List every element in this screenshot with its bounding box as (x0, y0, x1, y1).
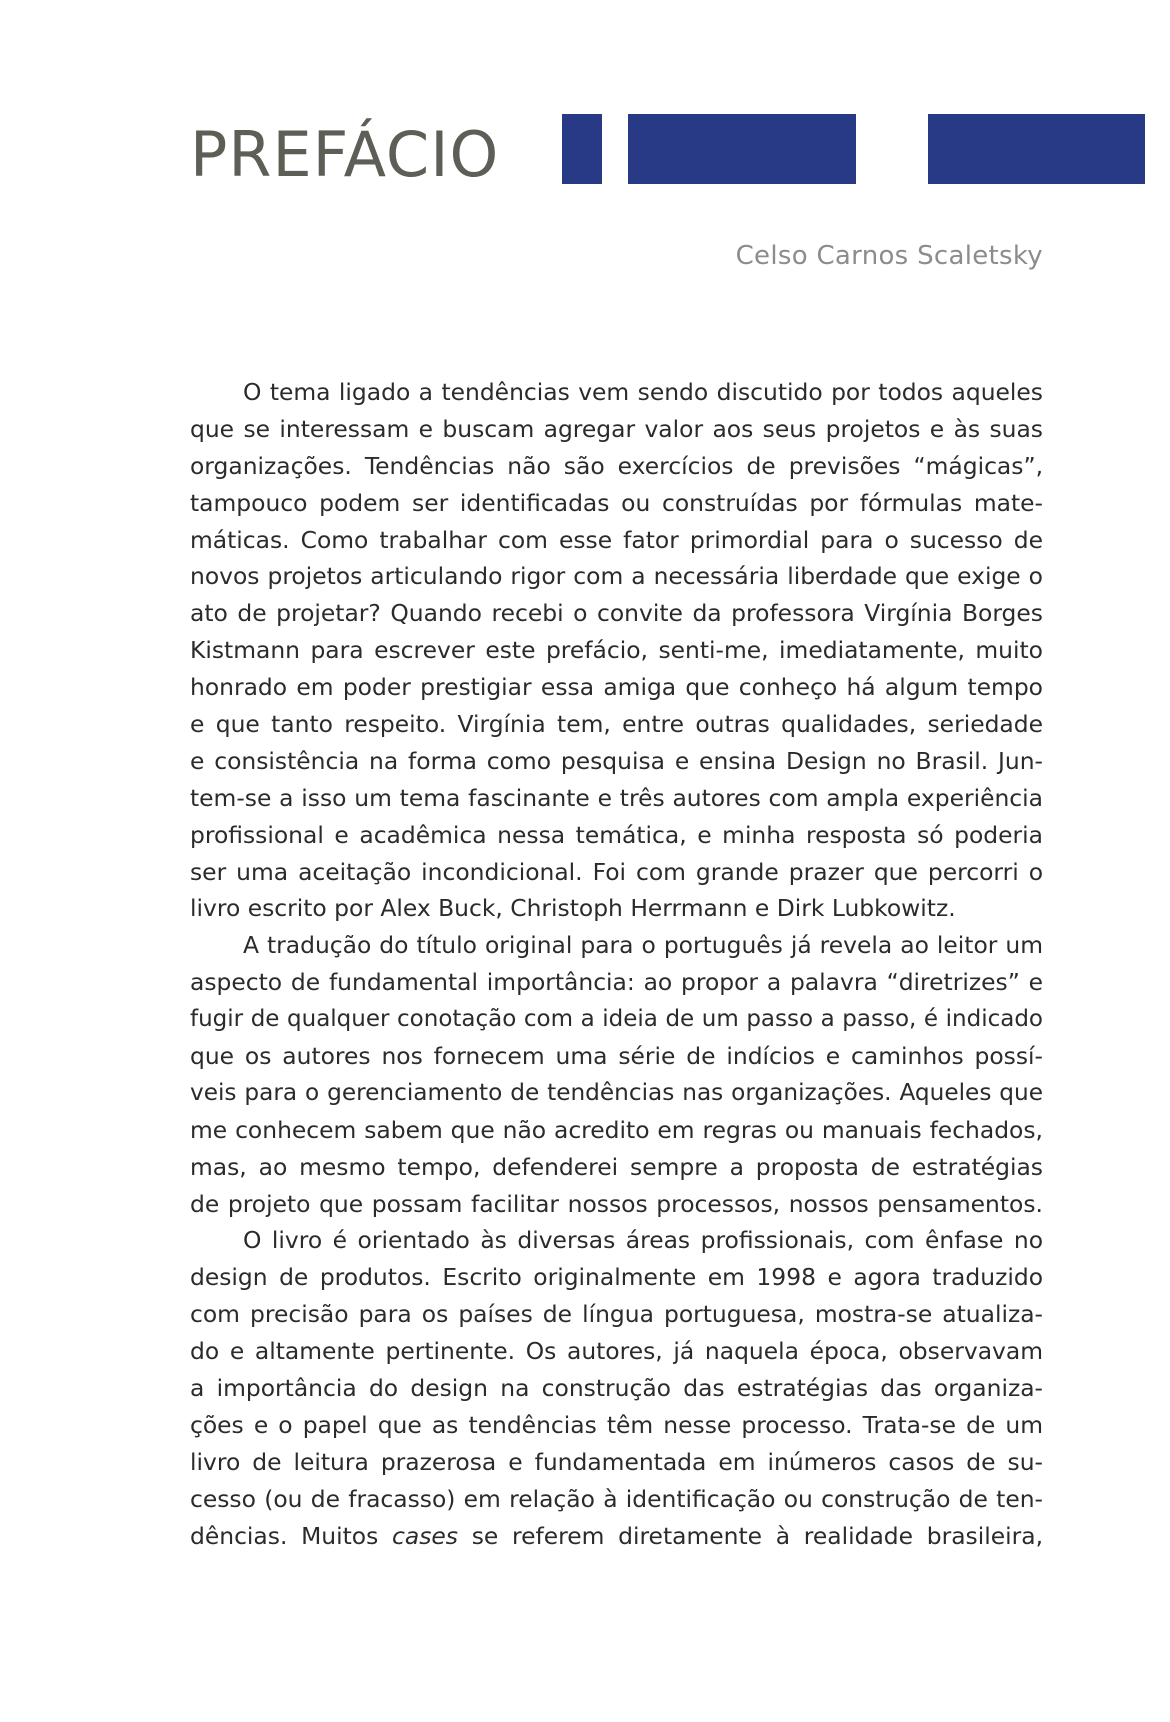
page-title: PREFÁCIO (190, 118, 500, 191)
text-line: a importância do design na construção das estratégias das organiza- (190, 1374, 1043, 1403)
text-line: aspecto de fundamental importância: ao propor a palavra “diretrizes” e (190, 968, 1043, 997)
text-line: e consistência na forma como pesquisa e ensina Design no Brasil. Jun- (190, 746, 1043, 775)
preface-body (190, 374, 1043, 1555)
text-line: livro escrito por Alex Buck, Christoph Herrmann e Dirk Lubkowitz. (190, 894, 956, 923)
text-line: ções e o papel que as tendências têm nesse processo. Trata-se de um (190, 1410, 1043, 1439)
text-line: veis para o gerenciamento de tendências nas organizações. Aqueles que (190, 1078, 1043, 1106)
text-line (190, 1518, 1043, 1555)
title-accent-bar (562, 114, 602, 184)
text-line: A tradução do título original para o português já revela ao leitor um (243, 931, 1043, 960)
text-line: livro de leitura prazerosa e fundamentada em inúmeros casos de su- (190, 1447, 1043, 1476)
text-line: que se interessam e buscam agregar valor aos seus projetos e às suas (190, 414, 1043, 443)
text-line: O tema ligado a tendências vem sendo discutido por todos aqueles (243, 378, 1043, 406)
text-line: máticas. Como trabalhar com esse fator primordial para o sucesso de (190, 525, 1043, 554)
text-fragment: dências. Muitos (190, 1521, 392, 1550)
paragraph (190, 374, 1043, 927)
text-line: profissional e acadêmica nessa temática, e minha resposta só poderia (190, 820, 1043, 849)
title-accent-bar (628, 114, 856, 184)
text-line: ser uma aceitação incondicional. Foi com grande prazer que percorri o (190, 857, 1043, 886)
text-line: O livro é orientado às diversas áreas profissionais, com ênfase no (243, 1226, 1043, 1255)
text-line: do e altamente pertinente. Os autores, já naquela época, observavam (190, 1337, 1043, 1366)
text-line: de projeto que possam facilitar nossos processos, nossos pensamentos. (190, 1189, 1043, 1218)
text-line: design de produtos. Escrito originalmente em 1998 e agora traduzido (190, 1263, 1043, 1292)
text-line: cesso (ou de fracasso) em relação à identificação ou construção de ten- (190, 1484, 1043, 1513)
author-name: Celso Carnos Scaletsky (735, 241, 1043, 271)
title-accent-bar (928, 114, 1145, 184)
text-line: organizações. Tendências não são exercícios de previsões “mágicas”, (190, 451, 1043, 480)
italic-term: cases (392, 1521, 458, 1550)
text-line: tampouco podem ser identificadas ou construídas por fórmulas mate- (190, 488, 1043, 517)
text-fragment: se referem diretamente à realidade brasileira, (457, 1521, 1044, 1550)
text-line: tem-se a isso um tema fascinante e três autores com ampla experiência (190, 783, 1043, 812)
text-line: ato de projetar? Quando recebi o convite da professora Virgínia Borges (190, 599, 1043, 628)
text-line: e que tanto respeito. Virgínia tem, entre outras qualidades, seriedade (190, 710, 1043, 739)
text-line: fugir de qualquer conotação com a ideia de um passo a passo, é indicado (190, 1006, 1043, 1033)
text-line: Kistmann para escrever este prefácio, senti-me, imediatamente, muito (190, 636, 1043, 665)
text-line: me conhecem sabem que não acredito em regras ou manuais fechados, (190, 1115, 1043, 1144)
text-line: novos projetos articulando rigor com a necessária liberdade que exige o (190, 562, 1043, 591)
paragraph (190, 927, 1043, 1222)
paragraph (190, 1222, 1043, 1554)
text-line: mas, ao mesmo tempo, defenderei sempre a proposta de estratégias (190, 1152, 1043, 1181)
text-line: honrado em poder prestigiar essa amiga que conheço há algum tempo (190, 673, 1043, 702)
text-line: com precisão para os países de língua portuguesa, mostra-se atualiza- (190, 1300, 1043, 1329)
text-line: que os autores nos fornecem uma série de indícios e caminhos possí- (190, 1042, 1043, 1071)
